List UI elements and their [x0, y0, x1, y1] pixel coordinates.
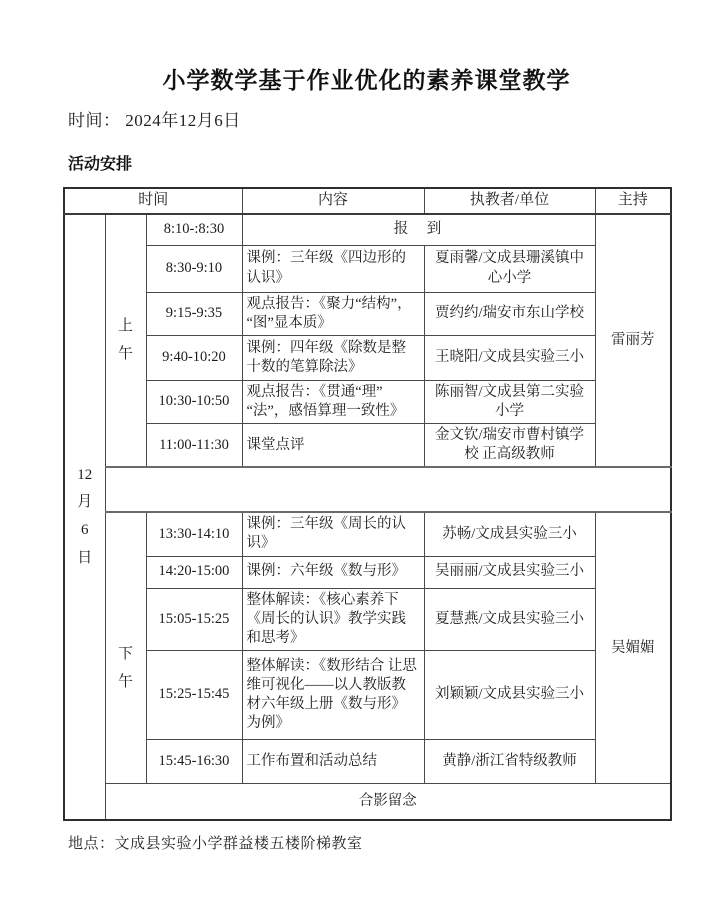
period-label-am: 上午	[117, 317, 133, 362]
col-header-content: 内容	[242, 188, 424, 214]
period-cell-am	[105, 214, 146, 467]
location-note: 地点：文成县实验小学群益楼五楼阶梯教室	[68, 836, 363, 852]
period-cell-pm	[105, 512, 146, 783]
teacher-cell: 黄静/浙江省特级教师	[424, 739, 595, 783]
content-cell: 课堂点评	[242, 424, 424, 468]
content-cell: 课例：三年级《四边形的认识》	[242, 245, 424, 292]
section-heading: 活动安排	[68, 156, 133, 173]
table-row	[64, 588, 671, 650]
col-header-teacher: 执教者/单位	[424, 188, 595, 214]
table-row	[64, 556, 671, 588]
time-cell: 15:25-15:45	[146, 650, 242, 739]
separator-cell	[105, 467, 671, 512]
time-cell: 10:30-10:50	[146, 380, 242, 423]
host-cell-pm: 吴媚媚	[595, 512, 671, 783]
time-cell: 11:00-11:30	[146, 424, 242, 468]
time-cell: 8:30-9:10	[146, 245, 242, 292]
teacher-cell: 夏慧燕/文成县实验三小	[424, 588, 595, 650]
group-photo-row	[64, 783, 671, 820]
teacher-cell: 陈丽智/文成县第二实验小学	[424, 380, 595, 423]
teacher-cell: 吴丽丽/文成县实验三小	[424, 556, 595, 588]
teacher-cell: 金文钦/瑞安市曹村镇学校 正高级教师	[424, 424, 595, 468]
time-cell: 8:10-:8:30	[146, 214, 242, 245]
table-row	[64, 650, 671, 739]
checkin-row	[64, 214, 671, 245]
table-row	[64, 512, 671, 556]
teacher-cell: 王晓阳/文成县实验三小	[424, 335, 595, 380]
separator-row	[64, 467, 671, 512]
content-cell: 观点报告：《聚力“结构”，“图”显本质》	[242, 292, 424, 335]
content-cell: 整体解读：《数形结合 让思维可视化——以人教版教材六年级上册《数与形》为例》	[242, 650, 424, 739]
time-cell: 14:20-15:00	[146, 556, 242, 588]
table-row	[64, 739, 671, 783]
content-cell: 课例：三年级《周长的认识》	[242, 512, 424, 556]
content-cell: 工作布置和活动总结	[242, 739, 424, 783]
date-label: 12月6日	[77, 466, 93, 566]
table-row	[64, 292, 671, 335]
page-title: 小学数学基于作业优化的素养课堂教学	[162, 67, 571, 93]
checkin-label: 报 到	[242, 214, 595, 245]
teacher-cell: 苏畅/文成县实验三小	[424, 512, 595, 556]
content-cell: 课例：六年级《数与形》	[242, 556, 424, 588]
time-cell: 9:15-9:35	[146, 292, 242, 335]
content-cell: 课例：四年级《除数是整十数的笔算除法》	[242, 335, 424, 380]
col-header-host: 主持	[595, 188, 671, 214]
group-photo-cell: 合影留念	[105, 783, 671, 820]
content-cell: 观点报告：《贯通“理”“法”，感悟算理一致性》	[242, 380, 424, 423]
event-date: 时间： 2024年12月6日	[68, 111, 241, 130]
teacher-cell: 贾约约/瑞安市东山学校	[424, 292, 595, 335]
date-cell	[64, 214, 105, 820]
host-cell-am: 雷丽芳	[595, 214, 671, 467]
teacher-cell: 夏雨馨/文成县珊溪镇中心小学	[424, 245, 595, 292]
period-label-pm: 下午	[117, 646, 133, 691]
table-row	[64, 380, 671, 423]
schedule-table	[63, 187, 672, 821]
time-cell: 9:40-10:20	[146, 335, 242, 380]
time-cell: 15:45-16:30	[146, 739, 242, 783]
teacher-cell: 刘颖颖/文成县实验三小	[424, 650, 595, 739]
time-cell: 13:30-14:10	[146, 512, 242, 556]
table-row	[64, 245, 671, 292]
header-row	[64, 188, 671, 214]
col-header-time: 时间	[64, 188, 242, 214]
time-cell: 15:05-15:25	[146, 588, 242, 650]
content-cell: 整体解读：《核心素养下《周长的认识》教学实践和思考》	[242, 588, 424, 650]
table-row	[64, 424, 671, 468]
table-row	[64, 335, 671, 380]
